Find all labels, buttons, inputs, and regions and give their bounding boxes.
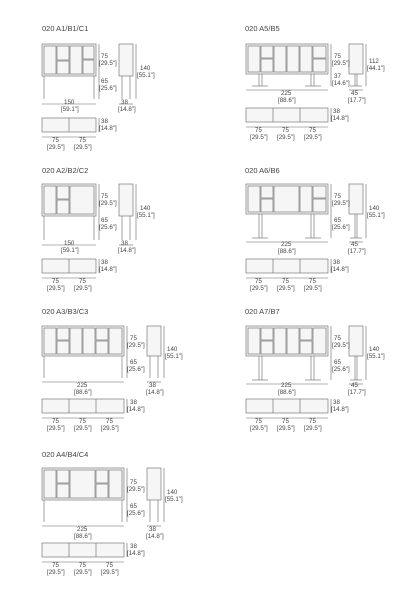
dim: 75 [255,278,262,285]
model-title-a3: 020 A3/B3/C3 [42,307,89,316]
drawing-a1 [42,44,136,137]
drawing-a6 [246,184,366,278]
dim: [25.6"] [99,224,117,231]
dim: [14.8"] [146,533,164,540]
dim: [29.5"] [127,486,145,493]
dim: [55.1"] [137,72,155,79]
dim: [14.8"] [331,115,349,122]
dim: [88.6"] [74,389,92,396]
dim: 38 [149,382,156,389]
dim: [29.5"] [304,425,322,432]
dim: 225 [77,382,88,389]
dim: [29.5"] [74,425,92,432]
dim: [14.8"] [99,125,117,132]
dim: [25.6"] [127,510,145,517]
dim: 140 [369,346,380,353]
dim: [14.8"] [331,266,349,273]
dim: 140 [140,205,151,212]
dim: 65 [130,359,137,366]
dim: [29.5"] [304,285,322,292]
model-title-a6: 020 A6/B6 [245,166,280,175]
dim: [29.5"] [101,425,119,432]
dim: 75 [309,127,316,134]
dim: 75 [52,418,59,425]
drawing-a2 [42,184,136,278]
dim: 140 [140,65,151,72]
dim: [25.6"] [127,366,145,373]
dim: 38 [130,543,137,550]
dim: 65 [101,217,108,224]
dim: 38 [333,399,340,406]
dim: [29.5"] [47,285,65,292]
dim: [25.6"] [99,85,117,92]
dim: 65 [334,359,341,366]
model-title-a2: 020 A2/B2/C2 [42,166,89,175]
dim: 38 [121,240,128,247]
dim: 38 [149,526,156,533]
dim: [44.1"] [367,65,385,72]
dim: 75 [334,193,341,200]
dim: 225 [281,382,292,389]
dim: [55.1"] [367,212,385,219]
dim: 75 [309,278,316,285]
dim: 38 [130,399,137,406]
dim: [88.6"] [74,533,92,540]
dim: [29.5"] [47,144,65,151]
dim: [29.5"] [304,134,322,141]
dim: 140 [167,489,178,496]
dim: [29.5"] [250,285,268,292]
dim: 75 [334,53,341,60]
dim: [88.6"] [278,248,296,255]
dim: [14.8"] [331,406,349,413]
dim: [29.5"] [277,134,295,141]
model-title-a5: 020 A5/B5 [245,24,280,33]
dim: 75 [79,562,86,569]
dim: 75 [79,278,86,285]
drawing-a3 [42,326,164,418]
dim: 65 [101,78,108,85]
dim: [14.8"] [118,106,136,113]
dim: 75 [255,127,262,134]
dim: [14.8"] [99,266,117,273]
dim: [14.6"] [332,80,350,87]
dim: [14.8"] [127,406,145,413]
dim: 75 [282,418,289,425]
dim: [14.8"] [118,247,136,254]
dim: [29.5"] [99,200,117,207]
dim: [29.5"] [332,60,350,67]
dim: [29.5"] [250,425,268,432]
dim: [88.6"] [278,97,296,104]
dim: 75 [101,193,108,200]
dim: [29.5"] [277,425,295,432]
dim: [29.5"] [74,144,92,151]
dim: [59.1"] [61,106,79,113]
dim: [29.5"] [74,569,92,576]
dim: [29.5"] [74,285,92,292]
dim: [29.5"] [47,569,65,576]
dim: [17.7"] [348,389,366,396]
dim: [59.1"] [61,247,79,254]
dim: [29.5"] [332,200,350,207]
dim: 75 [79,137,86,144]
dim: 150 [64,99,75,106]
dim: [29.5"] [99,60,117,67]
dim: 75 [282,278,289,285]
dim: [29.5"] [332,342,350,349]
dim: [29.5"] [250,134,268,141]
model-title-a7: 020 A7/B7 [245,307,280,316]
dim: 75 [106,418,113,425]
dim: 75 [282,127,289,134]
dim: [29.5"] [101,569,119,576]
dim: [55.1"] [367,353,385,360]
dim: [55.1"] [165,496,183,503]
dim: 75 [255,418,262,425]
dim: 75 [334,335,341,342]
dim: 75 [309,418,316,425]
dim: 75 [130,335,137,342]
dim: [29.5"] [277,285,295,292]
dim: [29.5"] [127,342,145,349]
dim: 225 [281,241,292,248]
dim: 75 [130,479,137,486]
dim: 38 [121,99,128,106]
dim: 45 [351,241,358,248]
dim: 112 [369,58,379,65]
dim: 75 [106,562,113,569]
dim: 75 [52,562,59,569]
dim: 65 [334,217,341,224]
dim: 38 [333,259,340,266]
dim: 37 [334,73,341,80]
drawing-a4 [42,468,164,562]
dim: [25.6"] [332,224,350,231]
dim: 140 [369,205,380,212]
dim: [14.8"] [146,389,164,396]
dim: 225 [281,90,292,97]
dim: 225 [77,526,88,533]
dim: [17.7"] [348,248,366,255]
model-title-a4: 020 A4/B4/C4 [42,450,89,459]
dim: [88.6"] [278,389,296,396]
dim: 150 [64,240,75,247]
dim: [25.6"] [332,366,350,373]
dim: 38 [101,118,108,125]
dim: 75 [79,418,86,425]
dim: [55.1"] [165,353,183,360]
model-title-a1: 020 A1/B1/C1 [42,24,89,33]
dim: 45 [351,90,358,97]
dim: 38 [101,259,108,266]
dim: [14.8"] [127,550,145,557]
dim: 65 [130,503,137,510]
dim: 75 [52,137,59,144]
dim: [55.1"] [137,212,155,219]
dim: 45 [351,382,358,389]
dim: [29.5"] [47,425,65,432]
dim: 75 [52,278,59,285]
dim: [17.7"] [348,97,366,104]
dim: 140 [167,346,178,353]
dim: 38 [333,108,340,115]
dim: 75 [101,53,108,60]
